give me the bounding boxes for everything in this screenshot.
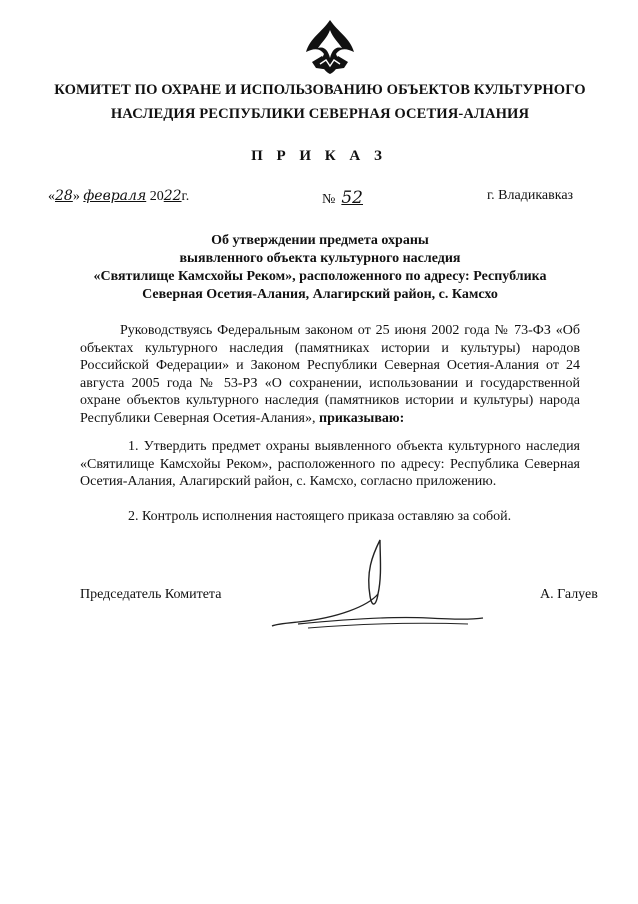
date-month: февраля xyxy=(83,188,147,204)
document-number xyxy=(322,188,369,208)
date-year-suffix: 22 xyxy=(163,188,182,204)
subject-line4: Северная Осетия-Алания, Алагирский район, с. Камсхо xyxy=(142,287,498,302)
document-subject xyxy=(70,232,570,304)
document-city: г. Владикавказ xyxy=(487,188,574,203)
signatory-name: А. Галуев xyxy=(540,587,598,602)
emblem-icon xyxy=(300,18,360,76)
document-type: П Р И К А З xyxy=(251,148,387,164)
date-close-quote: » xyxy=(72,189,80,204)
order-item-2: 2. Контроль исполнения настоящего приказа оставляю за собой. xyxy=(128,509,512,524)
preamble-paragraph xyxy=(80,322,580,428)
date-year-prefix: 20 xyxy=(149,189,164,204)
number-value: 52 xyxy=(341,188,363,208)
date-open-quote: « xyxy=(48,189,55,204)
number-label: № xyxy=(322,192,336,207)
organization-name-line1: КОМИТЕТ ПО ОХРАНЕ И ИСПОЛЬЗОВАНИЮ ОБЪЕКТОВ КУЛЬТУРНОГО xyxy=(54,82,586,98)
date-day: 28 xyxy=(55,188,73,204)
subject-line3: «Святилище Камсхойы Реком», расположенного по адресу: Республика xyxy=(93,269,547,284)
subject-line2: выявленного объекта культурного наследия xyxy=(179,251,461,266)
preamble-text: Руководствуясь Федеральным законом от 25 июня 2002 года № 73-ФЗ «Об объектах культурного наследия (памятниках истории и культуры) народов Российской Федерации» и Законом Республики Северная Осетия-Алания от 24 августа 2005 года № 53-РЗ «О сохранении, использовании и государственной охране объектов культурного наследия (памятников истории и культуры) народа Республики Северная Осетия-Алания», xyxy=(80,323,580,426)
subject-line1: Об утверждении предмета охраны xyxy=(211,233,429,248)
order-word: приказываю: xyxy=(319,410,405,426)
signatory-position: Председатель Комитета xyxy=(80,587,222,602)
date-unit: г. xyxy=(181,189,190,204)
handwritten-signature xyxy=(268,536,488,636)
document-date xyxy=(48,188,189,205)
organization-name-line2: НАСЛЕДИЯ РЕСПУБЛИКИ СЕВЕРНАЯ ОСЕТИЯ-АЛАНИЯ xyxy=(110,106,530,122)
order-item-1: 1. Утвердить предмет охраны выявленного объекта культурного наследия «Святилище Камсхойы Реком», расположенного по адресу: Республика Северная Осетия-Алания, Алагирский район, с. Камсхо, согласно приложению. xyxy=(80,439,580,490)
